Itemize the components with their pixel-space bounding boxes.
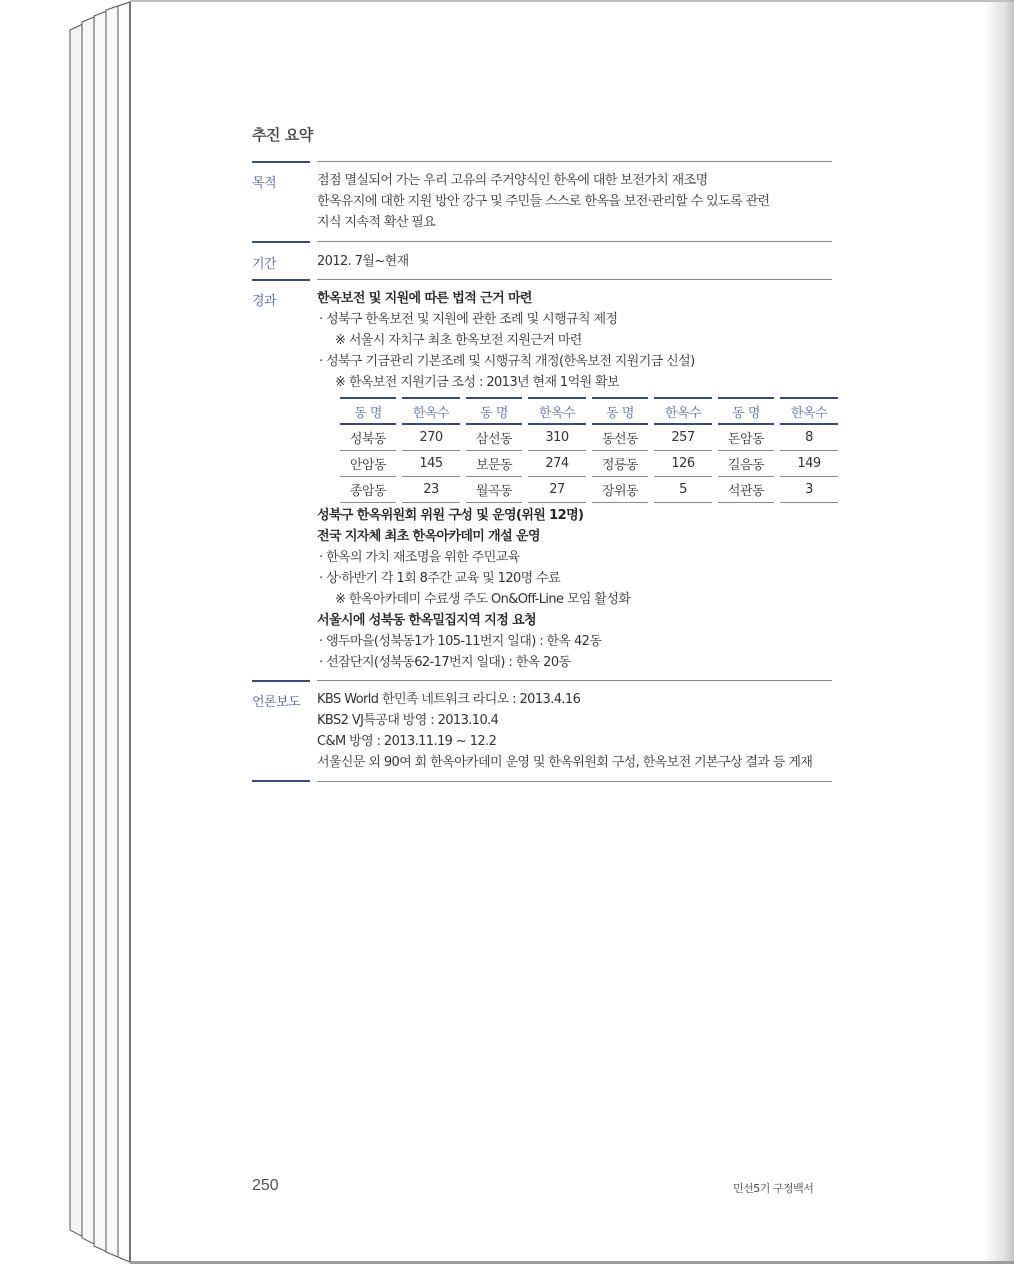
table-header-cell: 한옥수 (654, 397, 712, 425)
table-header-cell: 한옥수 (402, 397, 460, 425)
result-label: 경과 (252, 294, 277, 309)
table-cell: 126 (654, 451, 712, 477)
table-header-cell: 동 명 (340, 397, 396, 425)
period-row (252, 241, 832, 281)
table-header-row (340, 397, 838, 425)
table-cell: 성북동 (340, 425, 396, 451)
result-heading: 성북구 한옥위원회 위원 구성 및 운영(위원 12명) (317, 508, 584, 523)
text-rule (317, 161, 832, 162)
table-cell: 돈암동 (718, 425, 774, 451)
purpose-label: 목적 (252, 176, 277, 191)
table-cell: 안암동 (340, 451, 396, 477)
result-bullet: · 성북구 한옥보전 및 지원에 관한 조례 및 시행규칙 제정 (319, 312, 618, 327)
period-label: 기간 (252, 257, 277, 272)
table-cell: 145 (402, 451, 460, 477)
table-cell: 정릉동 (592, 451, 648, 477)
hanok-count-table (334, 397, 844, 503)
press-line: 서울신문 외 90여 회 한옥아카데미 운영 및 한옥위원회 구성, 한옥보전 기본구상 결과 등 게재 (317, 755, 813, 770)
table-cell: 5 (654, 477, 712, 503)
press-label: 언론보도 (252, 695, 301, 710)
result-heading: 한옥보전 및 지원에 따른 법적 근거 마련 (317, 291, 532, 306)
table-cell: 23 (402, 477, 460, 503)
press-text (317, 689, 832, 773)
table-cell: 길음동 (718, 451, 774, 477)
purpose-line: 점점 멸실되어 가는 우리 고유의 주거양식인 한옥에 대한 보전가치 재조명 (317, 173, 708, 188)
table-cell: 8 (780, 425, 838, 451)
result-note: ※ 한옥보전 지원기금 조성 : 2013년 현재 1억원 확보 (335, 375, 619, 390)
purpose-line: 지식 지속적 확산 필요 (317, 215, 436, 230)
table-cell: 27 (528, 477, 586, 503)
table-header-cell: 동 명 (466, 397, 522, 425)
result-text-bottom (317, 505, 832, 673)
result-bullet: · 선잠단지(성북동62-17번지 일대) : 한옥 20동 (319, 655, 571, 670)
purpose-row (252, 161, 832, 243)
purpose-line: 한옥유지에 대한 지원 방안 강구 및 주민들 스스로 한옥을 보전·관리할 수 있도록 관련 (317, 194, 770, 209)
table-header-cell: 동 명 (592, 397, 648, 425)
press-line: C&M 방영 : 2013.11.19 ~ 12.2 (317, 734, 497, 749)
label-rule (252, 161, 310, 163)
table-row (340, 451, 838, 477)
table-cell: 보문동 (466, 451, 522, 477)
label-rule (252, 680, 310, 682)
table-header-cell: 한옥수 (780, 397, 838, 425)
result-heading: 서울시에 성북동 한옥밀집지역 지정 요청 (317, 613, 536, 628)
page-right-shadow (984, 0, 1014, 1264)
text-rule (317, 680, 832, 681)
press-row (252, 680, 832, 784)
period-value: 2012. 7월~현재 (317, 254, 409, 269)
page-number: 250 (252, 1177, 279, 1194)
section-title: 추진 요약 (252, 126, 313, 144)
table-cell: 274 (528, 451, 586, 477)
table-cell: 270 (402, 425, 460, 451)
page-top-edge (130, 0, 1014, 2)
table-cell: 3 (780, 477, 838, 503)
table-cell: 149 (780, 451, 838, 477)
table-cell: 종암동 (340, 477, 396, 503)
result-bullet: · 앵두마을(성북동1가 105-11번지 일대) : 한옥 42동 (319, 634, 602, 649)
label-rule (252, 241, 310, 243)
table-cell: 310 (528, 425, 586, 451)
result-bullet: · 성북구 기금관리 기본조례 및 시행규칙 개정(한옥보전 지원기금 신설) (319, 354, 695, 369)
purpose-text (317, 170, 832, 233)
result-note: ※ 한옥아카데미 수료생 주도 On&Off-Line 모임 활성화 (335, 592, 631, 607)
text-rule (317, 279, 832, 280)
book-title: 민선5기 구정백서 (733, 1182, 814, 1195)
press-line: KBS World 한민족 네트워크 라디오 : 2013.4.16 (317, 692, 581, 707)
table-cell: 월곡동 (466, 477, 522, 503)
result-heading: 전국 지자체 최초 한옥아카데미 개설 운영 (317, 529, 540, 544)
result-text-top (317, 288, 832, 393)
label-rule (252, 279, 310, 281)
table-header-cell: 한옥수 (528, 397, 586, 425)
table-cell: 석관동 (718, 477, 774, 503)
press-line: KBS2 VJ특공대 방영 : 2013.10.4 (317, 713, 499, 728)
result-bullet: · 한옥의 가치 재조명을 위한 주민교육 (319, 550, 520, 565)
table-cell: 동선동 (592, 425, 648, 451)
table-row (340, 425, 838, 451)
table-cell: 257 (654, 425, 712, 451)
table-cell: 장위동 (592, 477, 648, 503)
table-header-cell: 동 명 (718, 397, 774, 425)
text-rule-bottom (317, 781, 832, 782)
result-bullet: · 상·하반기 각 1회 8주간 교육 및 120명 수료 (319, 571, 561, 586)
text-rule (317, 241, 832, 242)
label-rule-bottom (252, 780, 310, 782)
result-note: ※ 서울시 자치구 최초 한옥보전 지원근거 마련 (335, 333, 582, 348)
book-page-stack (0, 0, 140, 1264)
table-cell: 삼선동 (466, 425, 522, 451)
table-row (340, 477, 838, 503)
period-text (317, 251, 832, 272)
